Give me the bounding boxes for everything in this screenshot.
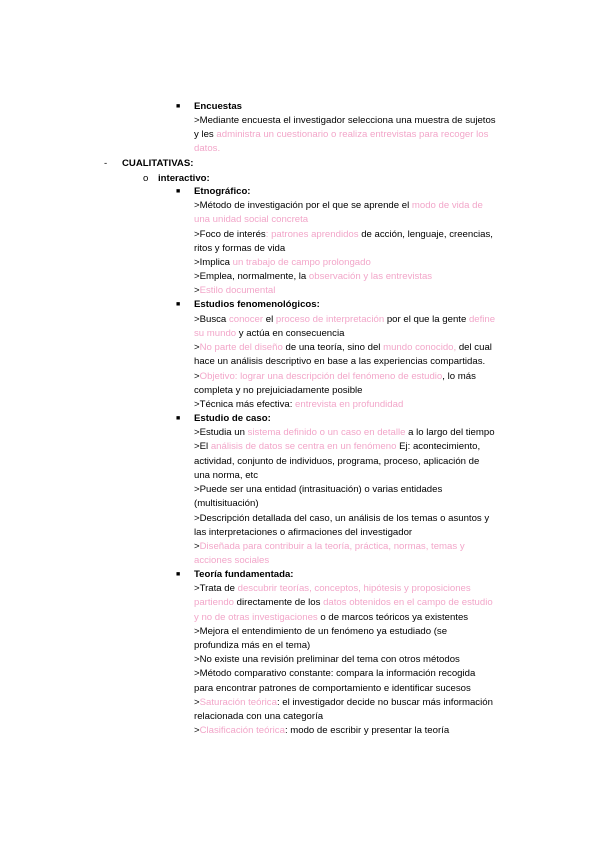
highlight-text: Objetivo: lograr una descripción del fenómeno de estudio [199,371,443,382]
text-line: o de marcos teóricos ya existentes [317,612,469,623]
text-line [194,128,488,141]
text-line [194,114,496,127]
text-line [194,256,371,269]
text-line: > [194,541,200,552]
highlight-text: datos obtenidos en el campo de estudio [323,597,493,608]
highlight-text: datos. [194,143,221,154]
text-line: >Trata de [194,583,238,594]
dash-bullet: - [104,158,108,169]
highlight-text: sistema definido o un caso en detalle [247,427,406,438]
text-line [194,440,480,453]
text-line: Ej: acontecimiento, [396,441,481,452]
text-line: : modo de escribir y presentar la teoría [284,725,450,736]
text-line [194,582,471,595]
section-title-caso: Estudio de caso: [194,413,271,424]
text-line: >Mejora el entendimiento de un fenómeno ya estudiado (se [194,626,448,637]
text-line [194,724,449,737]
text-line: >Foco de interés [194,229,266,240]
text-line: >No existe una revisión preliminar del tema con otros métodos [194,654,460,665]
highlight-text: No parte del diseño [199,342,283,353]
highlight-text: una unidad social concreta [194,214,309,225]
text-line [194,540,465,553]
text-line [194,327,344,340]
highlight-text: conocer [228,314,264,325]
text-line: el [263,314,276,325]
text-line: profundiza más en el tema) [194,640,311,651]
highlight-text: su mundo [194,328,237,339]
section-title-interactivo: interactivo: [158,173,210,184]
highlight-text: Diseñada para contribuir a la teoría, práctica, normas, temas y [199,541,465,552]
text-line: >Método comparativo constante: compara la información recogida [194,668,476,679]
text-line: > [194,371,200,382]
section-title-encuestas: Encuestas [194,101,242,112]
text-line: > [194,725,200,736]
highlight-text: Clasificación teórica [199,725,285,736]
text-line: relacionada con una categoría [194,711,324,722]
highlight-text: : patrones aprendidos [265,229,359,240]
text-line: >Busca [194,314,229,325]
text-line [194,696,493,709]
text-line: >Implica [194,257,233,268]
text-line: > [194,342,200,353]
text-line [194,370,476,383]
highlight-text: un trabajo de campo prolongado [232,257,371,268]
text-line: >El [194,441,211,452]
text-line: por el que la gente [384,314,469,325]
highlight-text: mundo conocido, [383,342,457,353]
section-title-etnografico: Etnográfico: [194,186,251,197]
text-line: >Método de investigación por el que se aprende el [194,200,412,211]
text-line: de una teoría, sino del [282,342,384,353]
highlight-text: partiendo [194,597,235,608]
text-line [194,228,493,241]
bullet-square-icon: ■ [176,571,181,578]
text-line: para encontrar patrones de comportamiento e identificar sucesos [194,683,471,694]
text-line [194,426,495,439]
text-line: y les [194,129,217,140]
highlight-text: observación y las entrevistas [308,271,433,282]
text-line: > [194,697,200,708]
text-line [194,313,495,326]
text-line: una norma, etc [194,470,258,481]
text-line: directamente de los [234,597,324,608]
text-line: > [194,285,200,296]
text-line: (multisituación) [194,498,259,509]
highlight-text: descubrir teorías, conceptos, hipótesis y proposiciones [237,583,471,594]
text-line: de acción, lenguaje, creencias, [358,229,493,240]
section-title-fenomenologicos: Estudios fenomenológicos: [194,299,320,310]
text-line: actividad, conjunto de individuos, programa, proceso, aplicación de [194,456,480,467]
text-line: completa y no prejuiciadamente posible [194,385,363,396]
highlight-text: acciones sociales [194,555,270,566]
text-line [194,398,403,411]
bullet-square-icon: ■ [176,103,181,110]
text-line: >Puede ser una entidad (intrasituación) o varias entidades [194,484,443,495]
text-line [194,199,483,212]
text-line: >Mediante encuesta el investigador selecciona una muestra de sujetos [194,115,496,126]
highlight-text: proceso de interpretación [275,314,385,325]
text-line: del cual [456,342,492,353]
text-line: : el investigador decide no buscar más información [276,697,493,708]
bullet-square-icon: ■ [176,301,181,308]
text-line: las interpretaciones o afirmaciones del investigador [194,527,413,538]
text-line: >Descripción detallada del caso, un análisis de los temas o asuntos y [194,513,490,524]
section-title-cualitativas: CUALITATIVAS: [122,158,194,169]
text-line: a lo largo del tiempo [405,427,495,438]
highlight-text: y no de otras investigaciones [194,612,318,623]
highlight-text: Saturación teórica [199,697,277,708]
section-title-fundamentada: Teoría fundamentada: [194,569,294,580]
text-line: >Emplea, normalmente, la [194,271,309,282]
text-line [194,284,275,297]
text-line [194,596,493,609]
bullet-square-icon: ■ [176,188,181,195]
circle-bullet: o [143,173,149,184]
highlight-text: administra un cuestionario o realiza entrevistas para recoger los [216,129,489,140]
highlight-text: análisis de datos se centra en un fenómeno [210,441,397,452]
text-line: , lo más [442,371,476,382]
highlight-text: entrevista en profundidad [295,399,404,410]
text-line [194,270,432,283]
highlight-text: define [468,314,496,325]
bullet-square-icon: ■ [176,415,181,422]
text-line: ritos y formas de vida [194,243,286,254]
text-line: y actúa en consecuencia [236,328,345,339]
text-line: >Estudia un [194,427,248,438]
text-line: hace un análisis descriptivo en base a las experiencias compartidas. [194,356,486,367]
text-line [194,611,468,624]
highlight-text: Estilo documental [199,285,276,296]
text-line [194,341,492,354]
highlight-text: modo de vida de [411,200,483,211]
text-line: >Técnica más efectiva: [194,399,296,410]
